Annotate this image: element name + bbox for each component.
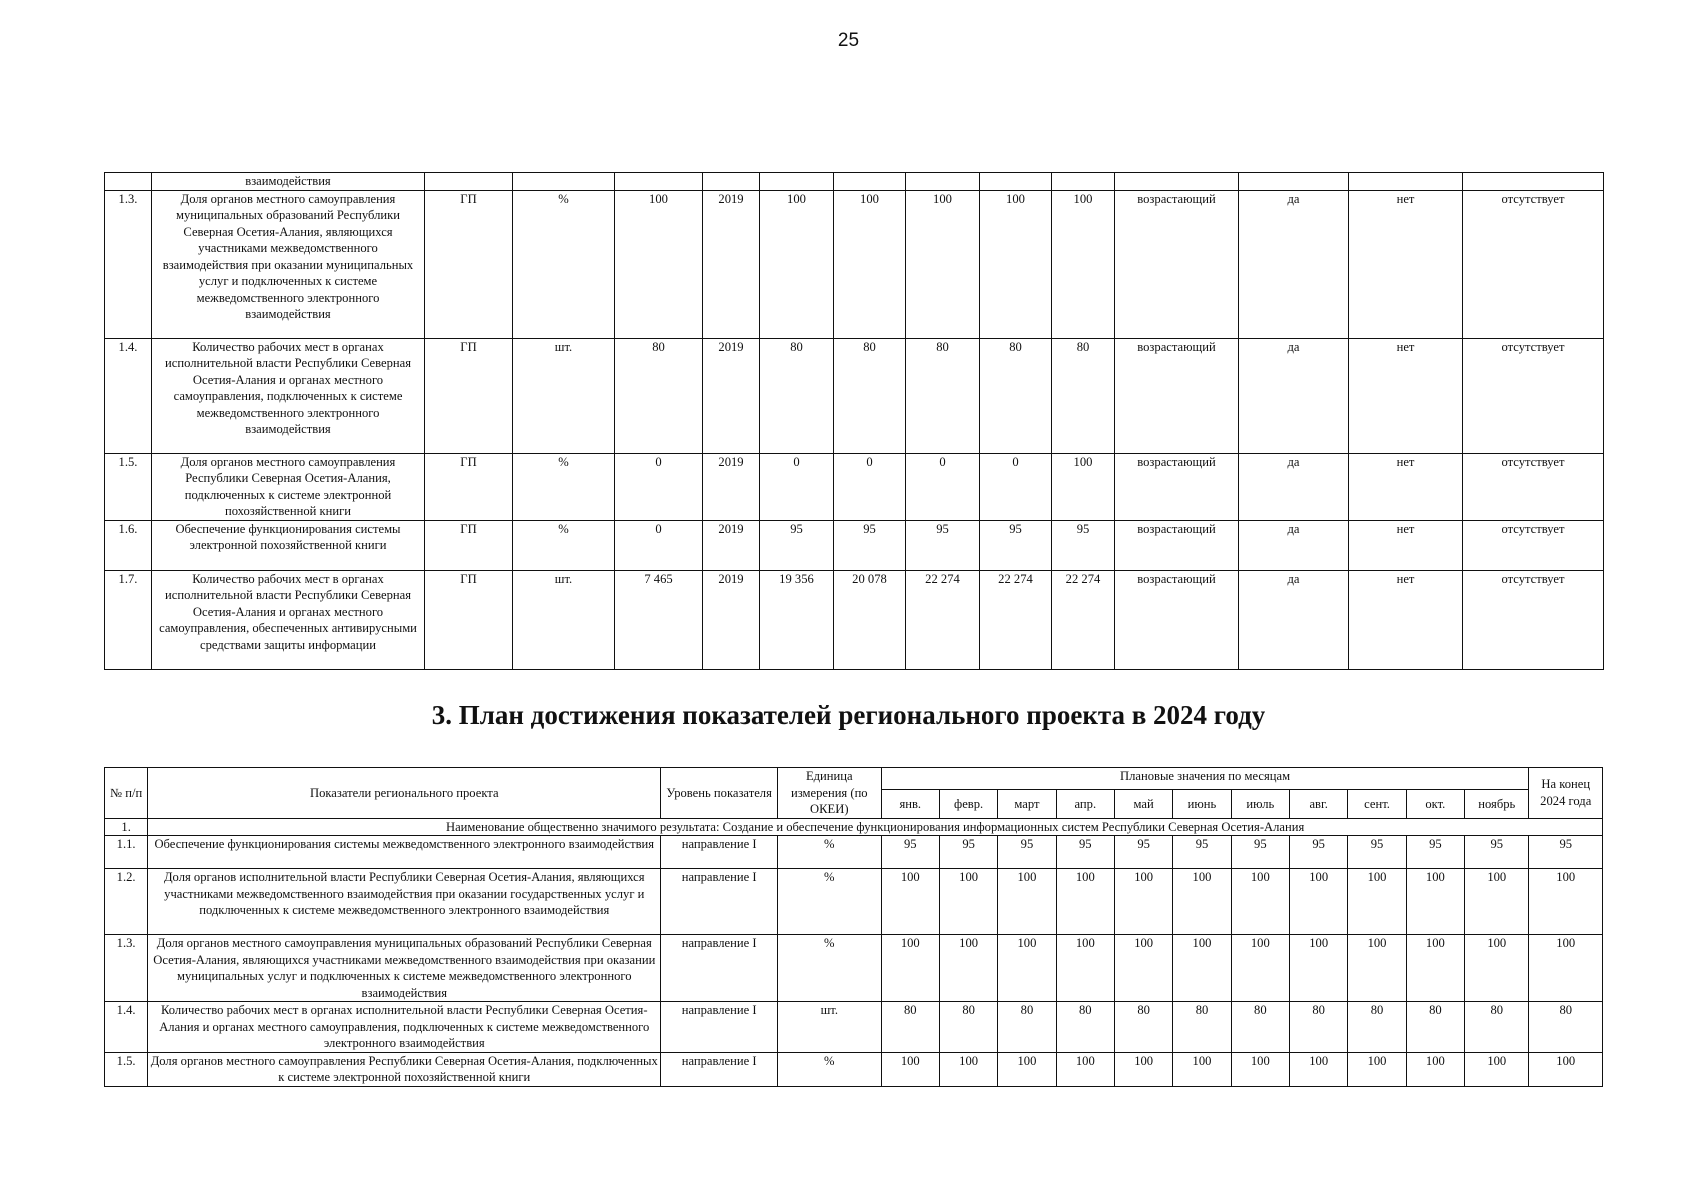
header-num: № п/п	[105, 768, 148, 819]
trend: возрастающий	[1115, 520, 1239, 570]
header-month: окт.	[1406, 790, 1464, 818]
value-2020: 100	[760, 190, 834, 338]
month-value: 100	[1231, 1052, 1289, 1086]
indicator-name: Доля органов исполнительной власти Республики Северная Осетия-Алания, являющихся участниками межведомственного взаимодействия при оказании государственных услуг и подключенных к системе межведомственного электронного взаимодействия	[148, 869, 661, 935]
month-value: 100	[1114, 1052, 1172, 1086]
value-2024: 95	[1052, 520, 1115, 570]
month-value: 100	[881, 869, 939, 935]
unit: %	[777, 836, 881, 869]
table-row	[105, 453, 1604, 520]
month-value: 100	[939, 869, 997, 935]
end-of-year-value: 100	[1529, 1052, 1603, 1086]
value-2020: 0	[760, 453, 834, 520]
table-row	[105, 190, 1604, 338]
month-value: 95	[1465, 836, 1529, 869]
row-number: 1.4.	[105, 1002, 148, 1053]
value-2020: 80	[760, 338, 834, 453]
flag-b: нет	[1349, 190, 1463, 338]
header-month: июль	[1231, 790, 1289, 818]
row-number: 1.3.	[105, 935, 148, 1002]
table-row	[105, 935, 1603, 1002]
unit: %	[513, 520, 615, 570]
unit: %	[513, 453, 615, 520]
month-value: 100	[1231, 869, 1289, 935]
indicator-level: ГП	[425, 570, 513, 669]
value-2021: 80	[834, 338, 906, 453]
indicator-level: ГП	[425, 453, 513, 520]
month-value: 100	[1348, 869, 1406, 935]
row-number: 1.7.	[105, 570, 152, 669]
flag-c: отсутствует	[1463, 190, 1604, 338]
month-value: 100	[1406, 869, 1464, 935]
plan-rows	[105, 836, 1603, 1087]
base-year: 2019	[703, 338, 760, 453]
base-year: 2019	[703, 190, 760, 338]
indicators-table-continued	[104, 172, 1604, 670]
value-2023: 100	[980, 190, 1052, 338]
unit: %	[777, 935, 881, 1002]
month-value: 100	[1465, 869, 1529, 935]
header-month: авг.	[1290, 790, 1348, 818]
flag-a: да	[1239, 338, 1349, 453]
month-value: 95	[1114, 836, 1172, 869]
row-number: 1.1.	[105, 836, 148, 869]
header-month: апр.	[1056, 790, 1114, 818]
month-value: 100	[998, 1052, 1056, 1086]
indicator-level: направление I	[661, 1002, 778, 1053]
header-row	[105, 768, 1603, 790]
unit: шт.	[777, 1002, 881, 1053]
month-value: 100	[1114, 935, 1172, 1002]
unit: %	[777, 869, 881, 935]
month-value: 100	[1290, 869, 1348, 935]
table-row	[105, 836, 1603, 869]
month-value: 100	[1348, 935, 1406, 1002]
month-value: 95	[881, 836, 939, 869]
flag-a: да	[1239, 190, 1349, 338]
month-value: 100	[1231, 935, 1289, 1002]
flag-a: да	[1239, 570, 1349, 669]
month-value: 80	[1231, 1002, 1289, 1053]
result-row	[105, 818, 1603, 836]
end-of-year-value: 80	[1529, 1002, 1603, 1053]
month-value: 100	[1173, 1052, 1231, 1086]
month-value: 100	[998, 935, 1056, 1002]
value-2023: 95	[980, 520, 1052, 570]
result-label: Наименование общественно значимого результата: Создание и обеспечение функционирования информационных систем Республики Северная Осетия-Алания	[148, 818, 1603, 836]
row-number: 1.	[105, 818, 148, 836]
row-number: 1.6.	[105, 520, 152, 570]
indicator-name: Количество рабочих мест в органах исполнительной власти Республики Северная Осетия-Алания и органах местного самоуправления, обеспеченных антивирусными средствами защиты информации	[152, 570, 425, 669]
table-row	[105, 1052, 1603, 1086]
month-value: 95	[939, 836, 997, 869]
unit: %	[513, 190, 615, 338]
unit: шт.	[513, 338, 615, 453]
header-month: янв.	[881, 790, 939, 818]
indicator-name: Количество рабочих мест в органах исполнительной власти Республики Северная Осетия-Алания и органах местного самоуправления, подключенных к системе межведомственного электронного взаимодействия	[152, 338, 425, 453]
flag-b: нет	[1349, 570, 1463, 669]
header-month: февр.	[939, 790, 997, 818]
value-2022: 80	[906, 338, 980, 453]
table-row	[105, 520, 1604, 570]
indicator-level: направление I	[661, 869, 778, 935]
row-number: 1.5.	[105, 453, 152, 520]
month-value: 100	[1173, 935, 1231, 1002]
month-value: 80	[998, 1002, 1056, 1053]
value-2022: 0	[906, 453, 980, 520]
value-2024: 100	[1052, 190, 1115, 338]
month-value: 100	[1056, 1052, 1114, 1086]
month-value: 95	[1173, 836, 1231, 869]
month-value: 100	[939, 1052, 997, 1086]
value-2020: 19 356	[760, 570, 834, 669]
month-value: 100	[881, 1052, 939, 1086]
table-row	[105, 1002, 1603, 1053]
flag-b: нет	[1349, 338, 1463, 453]
month-value: 100	[1406, 1052, 1464, 1086]
value-2023: 22 274	[980, 570, 1052, 669]
value-2022: 95	[906, 520, 980, 570]
month-value: 100	[1465, 1052, 1529, 1086]
month-value: 80	[1114, 1002, 1172, 1053]
month-value: 80	[881, 1002, 939, 1053]
header-indicator: Показатели регионального проекта	[148, 768, 661, 819]
month-value: 80	[1056, 1002, 1114, 1053]
month-value: 100	[1348, 1052, 1406, 1086]
end-of-year-value: 95	[1529, 836, 1603, 869]
end-of-year-value: 100	[1529, 869, 1603, 935]
value-2022: 22 274	[906, 570, 980, 669]
row-number: 1.5.	[105, 1052, 148, 1086]
month-value: 100	[1056, 869, 1114, 935]
base-value: 100	[615, 190, 703, 338]
flag-a: да	[1239, 453, 1349, 520]
table-row	[105, 570, 1604, 669]
section-title: 3. План достижения показателей регионального проекта в 2024 году	[431, 700, 1266, 730]
value-2021: 20 078	[834, 570, 906, 669]
month-value: 100	[1465, 935, 1529, 1002]
month-value: 100	[1056, 935, 1114, 1002]
unit: %	[777, 1052, 881, 1086]
indicator-name: Доля органов местного самоуправления муниципальных образований Республики Северная Осетия-Алания, являющихся участниками межведомственного взаимодействия при оказании муниципальных услуг и подключенных к системе межведомственного электронного взаимодействия	[148, 935, 661, 1002]
page-number: 25	[837, 30, 860, 51]
header-month: март	[998, 790, 1056, 818]
trend: возрастающий	[1115, 570, 1239, 669]
base-value: 0	[615, 520, 703, 570]
header-end-of-year: На конец 2024 года	[1529, 768, 1603, 819]
trend: возрастающий	[1115, 338, 1239, 453]
month-value: 95	[1348, 836, 1406, 869]
indicator-level: направление I	[661, 1052, 778, 1086]
flag-c: отсутствует	[1463, 338, 1604, 453]
indicator-level: направление I	[661, 836, 778, 869]
header-monthly-group: Плановые значения по месяцам	[881, 768, 1529, 790]
table-row	[105, 338, 1604, 453]
monthly-plan-table	[104, 767, 1603, 1087]
trend: возрастающий	[1115, 190, 1239, 338]
value-2024: 80	[1052, 338, 1115, 453]
indicator-name: Доля органов местного самоуправления Республики Северная Осетия-Алания, подключенных к системе электронной похозяйственной книги	[152, 453, 425, 520]
indicator-level: ГП	[425, 190, 513, 338]
month-value: 100	[881, 935, 939, 1002]
month-value: 80	[1290, 1002, 1348, 1053]
header-month: июнь	[1173, 790, 1231, 818]
value-2023: 0	[980, 453, 1052, 520]
flag-b: нет	[1349, 520, 1463, 570]
end-of-year-value: 100	[1529, 935, 1603, 1002]
header-unit: Единица измерения (по ОКЕИ)	[777, 768, 881, 819]
month-value: 100	[939, 935, 997, 1002]
indicator-name: Обеспечение функционирования системы межведомственного электронного взаимодействия	[148, 836, 661, 869]
flag-a: да	[1239, 520, 1349, 570]
month-value: 100	[998, 869, 1056, 935]
indicator-level: ГП	[425, 520, 513, 570]
base-value: 7 465	[615, 570, 703, 669]
month-value: 80	[1406, 1002, 1464, 1053]
header-month: ноябрь	[1465, 790, 1529, 818]
continuation-text: взаимодействия	[152, 173, 425, 191]
month-value: 100	[1114, 869, 1172, 935]
indicator-name: Количество рабочих мест в органах исполнительной власти Республики Северная Осетия-Алания и органах местного самоуправления, подключенных к системе межведомственного электронного взаимодействия	[148, 1002, 661, 1053]
base-value: 80	[615, 338, 703, 453]
value-2021: 100	[834, 190, 906, 338]
month-value: 80	[1173, 1002, 1231, 1053]
row-number: 1.4.	[105, 338, 152, 453]
value-2021: 95	[834, 520, 906, 570]
month-value: 80	[1348, 1002, 1406, 1053]
indicator-level: направление I	[661, 935, 778, 1002]
value-2024: 22 274	[1052, 570, 1115, 669]
indicator-name: Доля органов местного самоуправления муниципальных образований Республики Северная Осетия-Алания, являющихся участниками межведомственного взаимодействия при оказании муниципальных услуг и подключенных к системе межведомственного электронного взаимодействия	[152, 190, 425, 338]
table-row	[105, 869, 1603, 935]
month-value: 80	[1465, 1002, 1529, 1053]
indicator-name: Доля органов местного самоуправления Республики Северная Осетия-Алания, подключенных к системе электронной похозяйственной книги	[148, 1052, 661, 1086]
month-value: 100	[1290, 935, 1348, 1002]
month-value: 95	[1290, 836, 1348, 869]
flag-c: отсутствует	[1463, 570, 1604, 669]
flag-b: нет	[1349, 453, 1463, 520]
month-value: 95	[1056, 836, 1114, 869]
header-month: сент.	[1348, 790, 1406, 818]
value-2023: 80	[980, 338, 1052, 453]
month-value: 100	[1173, 869, 1231, 935]
flag-c: отсутствует	[1463, 453, 1604, 520]
indicator-name: Обеспечение функционирования системы электронной похозяйственной книги	[152, 520, 425, 570]
base-year: 2019	[703, 453, 760, 520]
value-2022: 100	[906, 190, 980, 338]
header-month: май	[1114, 790, 1172, 818]
flag-c: отсутствует	[1463, 520, 1604, 570]
header-level: Уровень показателя	[661, 768, 778, 819]
row-number: 1.3.	[105, 190, 152, 338]
month-value: 80	[939, 1002, 997, 1053]
month-value: 95	[998, 836, 1056, 869]
month-value: 95	[1406, 836, 1464, 869]
value-2021: 0	[834, 453, 906, 520]
continuation-row	[105, 173, 1604, 191]
month-value: 100	[1290, 1052, 1348, 1086]
base-year: 2019	[703, 520, 760, 570]
base-value: 0	[615, 453, 703, 520]
indicator-level: ГП	[425, 338, 513, 453]
value-2020: 95	[760, 520, 834, 570]
row-number: 1.2.	[105, 869, 148, 935]
unit: шт.	[513, 570, 615, 669]
month-value: 95	[1231, 836, 1289, 869]
trend: возрастающий	[1115, 453, 1239, 520]
base-year: 2019	[703, 570, 760, 669]
month-value: 100	[1406, 935, 1464, 1002]
value-2024: 100	[1052, 453, 1115, 520]
